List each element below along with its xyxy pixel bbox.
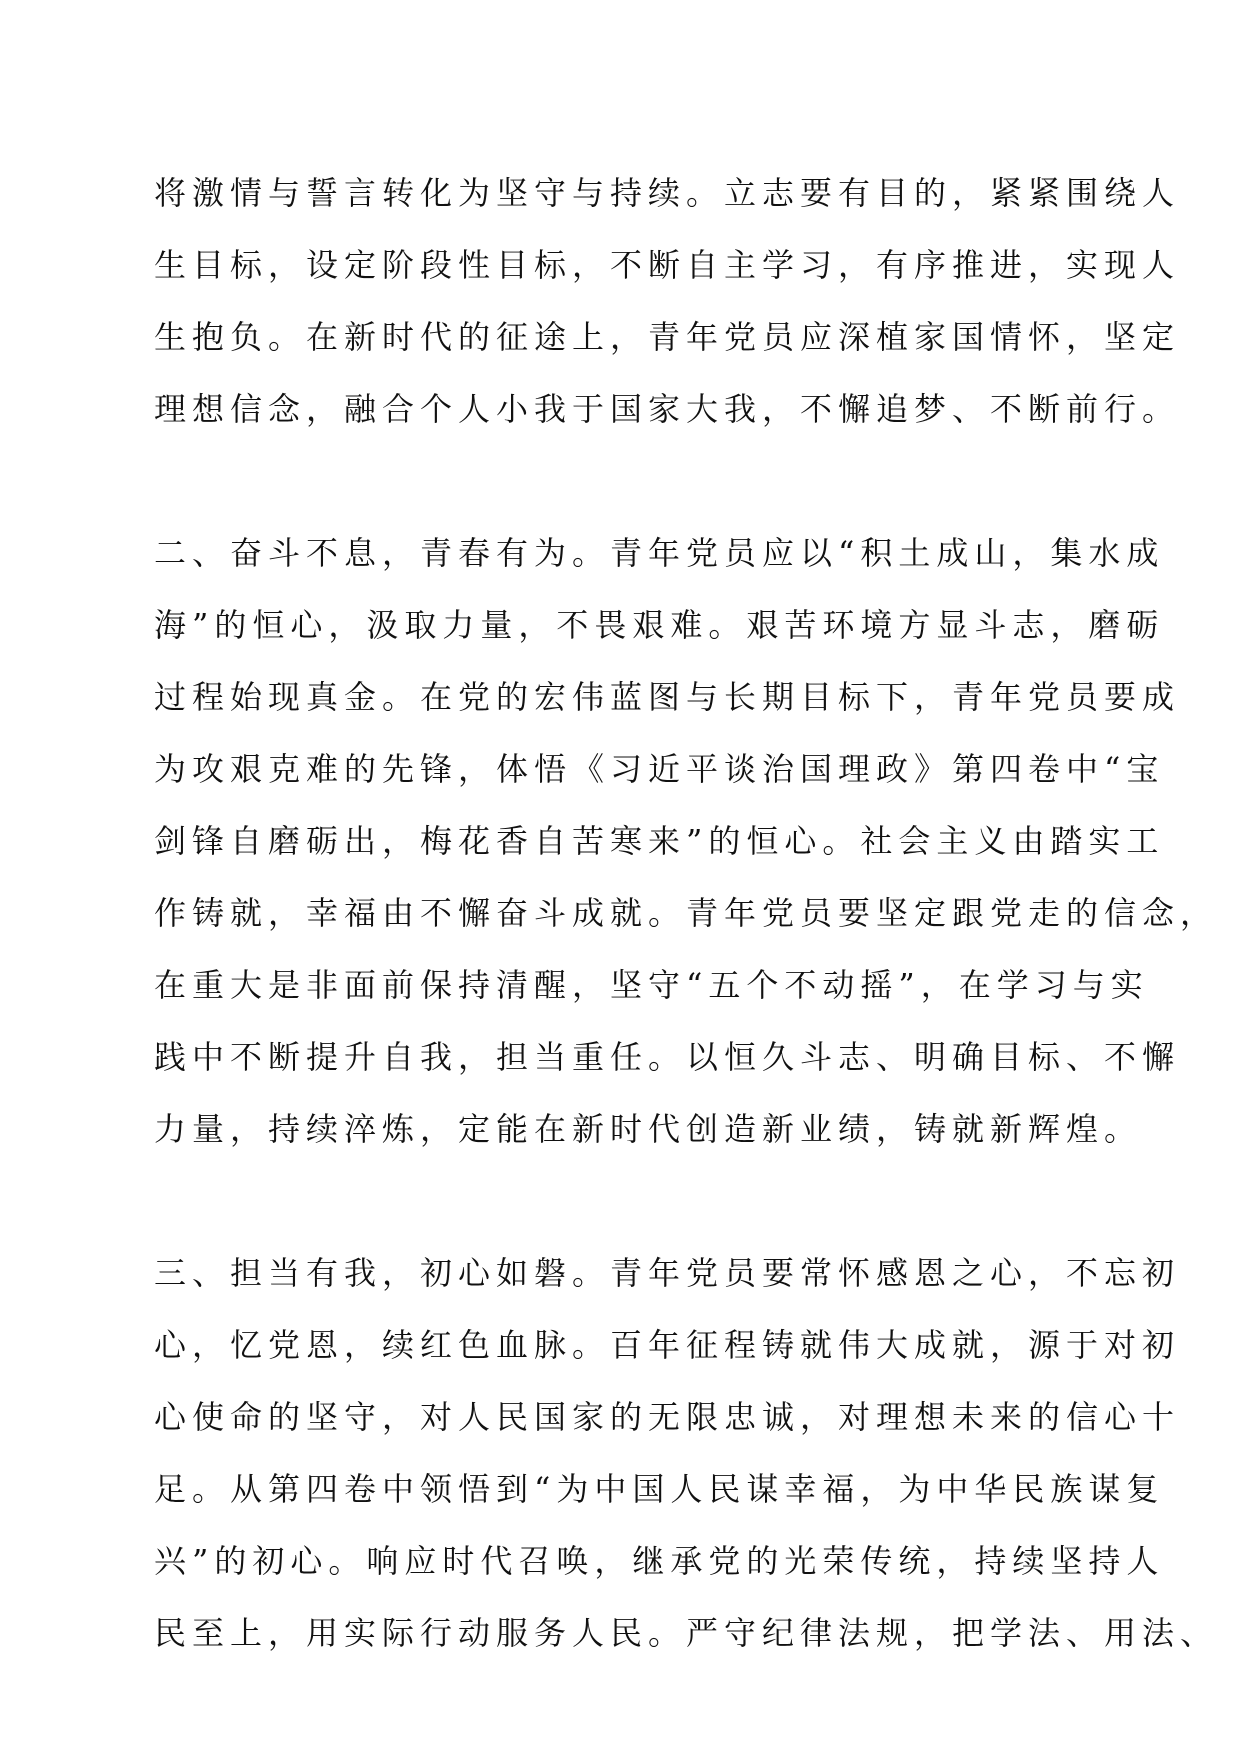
text-line: 在重大是非面前保持清醒，坚守“五个不动摇”，在学习与实 bbox=[154, 966, 1149, 1004]
text-line: 足。从第四卷中领悟到“为中国人民谋幸福，为中华民族谋复 bbox=[154, 1470, 1165, 1508]
text-line: 将激情与誓言转化为坚守与持续。立志要有目的，紧紧围绕人 bbox=[154, 174, 1181, 212]
text-line: 海”的恒心，汲取力量，不畏艰难。艰苦环境方显斗志，磨砺 bbox=[154, 606, 1165, 644]
text-line: 心使命的坚守，对人民国家的无限忠诚，对理想未来的信心十 bbox=[154, 1398, 1181, 1436]
text-line: 力量，持续淬炼，定能在新时代创造新业绩，铸就新辉煌。 bbox=[154, 1110, 1143, 1148]
text-line: 二、奋斗不息，青春有为。青年党员应以“积土成山，集水成 bbox=[154, 534, 1165, 572]
text-line: 为攻艰克难的先锋，体悟《习近平谈治国理政》第四卷中“宝 bbox=[154, 750, 1165, 788]
text-line: 理想信念，融合个人小我于国家大我，不懈追梦、不断前行。 bbox=[154, 390, 1181, 428]
text-line: 剑锋自磨砺出，梅花香自苦寒来”的恒心。社会主义由踏实工 bbox=[154, 822, 1165, 860]
text-line: 心，忆党恩，续红色血脉。百年征程铸就伟大成就，源于对初 bbox=[154, 1326, 1181, 1364]
text-line: 践中不断提升自我，担当重任。以恒久斗志、明确目标、不懈 bbox=[154, 1038, 1181, 1076]
text-line: 生抱负。在新时代的征途上，青年党员应深植家国情怀，坚定 bbox=[154, 318, 1181, 356]
text-line: 过程始现真金。在党的宏伟蓝图与长期目标下，青年党员要成 bbox=[154, 678, 1181, 716]
text-line: 三、担当有我，初心如磐。青年党员要常怀感恩之心，不忘初 bbox=[154, 1254, 1181, 1292]
text-line: 民至上，用实际行动服务人民。严守纪律法规，把学法、用法、 bbox=[154, 1614, 1219, 1652]
text-line: 兴”的初心。响应时代召唤，继承党的光荣传统，持续坚持人 bbox=[154, 1542, 1165, 1580]
text-line: 生目标，设定阶段性目标，不断自主学习，有序推进，实现人 bbox=[154, 246, 1181, 284]
text-line: 作铸就，幸福由不懈奋斗成就。青年党员要坚定跟党走的信念， bbox=[154, 894, 1219, 932]
